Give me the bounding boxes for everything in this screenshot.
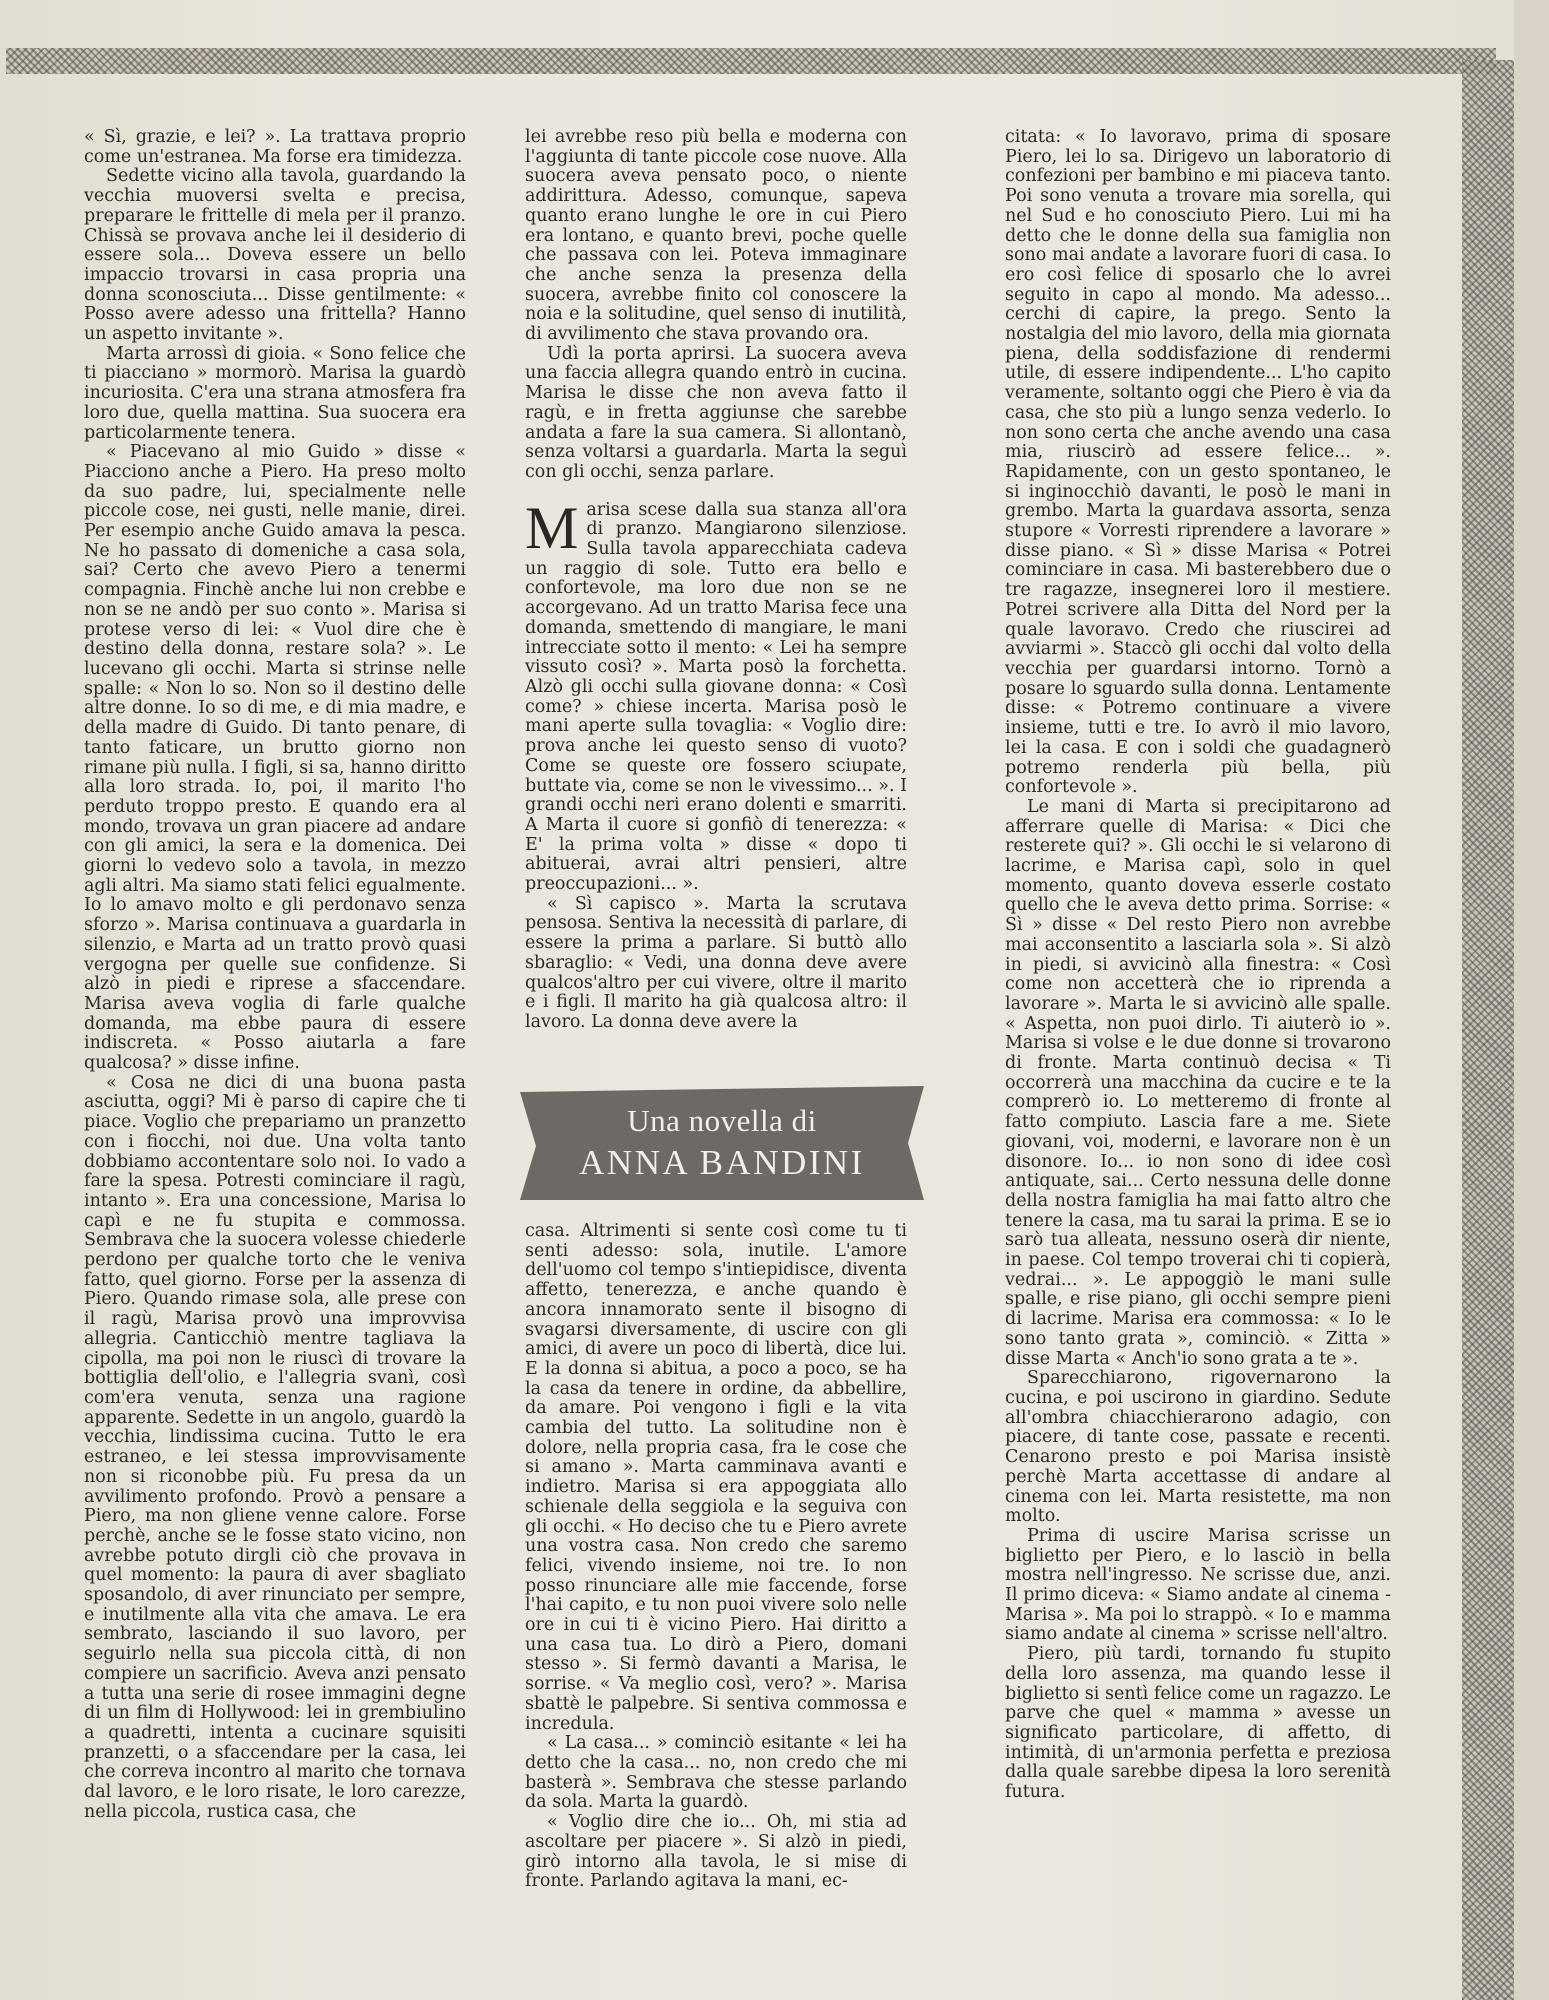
page-right-edge [1514,0,1549,2000]
paragraph: « Sì capisco ». Marta la scrutava pensosa. Sentiva la necessità di parlare, di essere la prima a parlare. Si buttò allo sbaraglio: « Vedi, una donna deve avere qualcos'altro per cui vivere, oltre il marito e i figli. Il marito ha già qualcosa altro: il lavoro. La donna deve avere la [525,893,907,1032]
paragraph: casa. Altrimenti si sente così come tu ti senti adesso: sola, inutile. L'amore dell'uomo col tempo s'intiepidisce, diventa affetto, tenerezza, e anche quando è ancora innamorato sente il bisogno di svagarsi diversamente, di uscire con gli amici, di avere un poco di libertà, dice lui. E la donna si abitua, a poco a poco, se ha la casa da tenere in ordine, da abbellire, da amare. Poi vengono i figli e la vita cambia del tutto. La solitudine non è dolore, nella propria casa, fra le cose che si amano ». Marta camminava avanti e indietro. Marisa si era appoggiata allo schienale della seggiola e la seguiva con gli occhi. « Ho deciso che tu e Piero avrete una vostra casa. Non credo che saremo felici, vivendo insieme, noi tre. Io non posso rinunciare alle mie faccende, forse l'hai capito, e tu non puoi vivere solo nelle ore in cui ti è vicino Piero. Hai diritto a una casa tua. Lo dirò a Piero, domani stesso ». Si fermò davanti a Marisa, le sorrise. « Va meglio così, vero? ». Marisa sbattè le palpebre. Si sentiva commossa e incredula. [525,1221,907,1734]
paragraph: Prima di uscire Marisa scrisse un biglietto per Piero, e lo lasciò in bella mostra nell'ingresso. Ne scrisse due, anzi. Il primo diceva: « Siamo andate al cinema - Marisa ». Ma poi lo strappò. « Io e mamma siamo andate al cinema » scrisse nell'altro. [1005,1525,1391,1645]
paragraph: Marta arrossì di gioia. « Sono felice che ti piacciano » mormorò. Marisa la guardò incuriosita. C'era una strana atmosfera fra loro due, quella mattina. Sua suocera era particolarmente tenera. [84,343,466,443]
paragraph: « Cosa ne dici di una buona pasta asciutta, oggi? Mi è parso di capire che ti piace. Voglio che prepariamo un pranzetto con i fiocchi, noi due. Una volta tanto dobbiamo accontentare solo noi. Io vado a fare la spesa. Potresti cominciare il ragù, intanto ». Era una concessione, Marisa lo capì e ne fu stupita e commossa. Sembrava che la suocera volesse chiederle perdono per qualche torto che le veniva fatto, quel giorno. Forse per la assenza di Piero. Quando rimase sola, alle prese con il ragù, Marisa provò una improvvisa allegria. Canticchiò mentre tagliava la cipolla, ma poi non le riuscì di trovare la bottiglia dell'olio, e l'allegria svanì, così com'era venuta, senza una ragione apparente. Sedette in un angolo, guardò la vecchia, lindissima cucina. Tutto le era estraneo, e lei stessa improvvisamente non si riconobbe più. Fu presa da un avvilimento profondo. Provò a pensare a Piero, ma non gliene venne calore. Forse perchè, anche se le fosse stato vicino, non avrebbe potuto dirgli ciò che provava in quel momento: la paura di aver sbagliato sposandolo, di aver rinunciato per sempre, e inutilmente alla vita che amava. Le era sembrato, lasciando il suo lavoro, per seguirlo nella sua piccola città, di non compiere un sacrificio. Aveva anzi pensato a tutta una serie di rosee immagini degne di un film di Hollywood: lei in grembiulino a quadretti, intenta a cucinare squisiti pranzetti, o a sfaccendare per la casa, lei che correva incontro al marito che tornava dal lavoro, e le loro risate, le loro carezze, nella piccola, rustica casa, che [84,1072,466,1822]
author-name: ANNA BANDINI [579,1143,865,1182]
text-column-3 [1005,128,1391,1803]
banner-subtitle: Una novella di [627,1103,817,1138]
paragraph: Sedette vicino alla tavola, guardando la vecchia muoversi svelta e precisa, preparare le frittelle di mela per il pranzo. Chissà se provava anche lei il desiderio di essere sola... Doveva essere un bello impaccio trovarsi in casa propria una donna sconosciuta... Disse gentilmente: « Posso avere adesso una frittella? Hanno un aspetto invitante ». [84,166,466,345]
paragraph: lei avrebbe reso più bella e moderna con l'aggiunta di tante piccole cose nuove. Alla suocera aveva pensato poco, o niente addirittura. Adesso, comunque, sapeva quanto erano lunghe le ore in cui Piero era lontano, e quanto brevi, poche quelle che passava con lei. Poteva immaginare che anche senza la presenza della suocera, avrebbe finito col conoscere la noia e la solitudine, quel senso di inutilità, di avvilimento che stava provando ora. [525,127,907,345]
paragraph: Udì la porta aprirsi. La suocera aveva una faccia allegra quando entrò in cucina. Marisa le disse che non aveva fatto il ragù, e in fretta aggiunse che sarebbe andata a fare la sua camera. Si allontanò, senza voltarsi a guardarla. Marta la seguì con gli occhi, senza parlare. [525,343,907,482]
paragraph: Piero, più tardi, tornando fu stupito della loro assenza, ma quando lesse il biglietto si sentì felice come un ragazzo. Le parve che quel « mamma » avesse un significato particolare, di affetto, di intimità, di un'armonia perfetta e preziosa dalla quale sarebbe dipesa la loro serenità futura. [1005,1644,1391,1803]
decorative-right-border [1462,60,1514,2000]
paragraph: « Voglio dire che io... Oh, mi stia ad ascoltare per piacere ». Si alzò in piedi, girò intorno alla tavola, le si mise di fronte. Parlando agitava la mani, ec- [525,1812,907,1892]
drop-cap-letter: M [525,494,579,561]
paragraph: Sparecchiarono, rigovernarono la cucina, e poi uscirono in giardino. Sedute all'ombra chiacchierarono adagio, con piacere, di tante cose, passate e recenti. Cenarono presto e poi Marisa insistè perchè Marta accettasse di andare al cinema con lei. Marta resistette, ma non molto. [1005,1368,1391,1527]
text-column-2 [525,128,907,1033]
dropcap-paragraph-text: arisa scese dalla sua stanza all'ora di pranzo. Mangiarono silenziose. Sulla tavola apparecchiata cadeva un raggio di sole. Tutto era bello e confortevole, ma loro due non se ne accorgevano. Ad un tratto Marisa fece una domanda, smettendo di mangiare, le mani intrecciate sotto il mento: « Lei ha sempre vissuto così? ». Marta posò la forchetta. Alzò gli occhi sulla giovane donna: « Così come? » chiese incerta. Marisa posò le mani aperte sulla tovaglia: « Voglio dire: prova anche lei questo senso di vuoto? Come se queste ore fossero sciupate, buttate via, come se non le vivessimo... ». I grandi occhi neri erano dolenti e smarriti. A Marta il cuore si gonfiò di tenerezza: « E' la prima volta » disse « dopo ti abituerai, avrai altri pensieri, altre preoccupazioni... ». [525,499,907,895]
paragraph: « Sì, grazie, e lei? ». La trattava proprio come un'estranea. Ma forse era timidezza. [84,127,466,167]
paragraph: Le mani di Marta si precipitarono ad afferrare quelle di Marisa: « Dici che resterete qui? ». Gli occhi le si velarono di lacrime, e Marisa capì, solo in quel momento, quanto doveva esserle costato quello che le aveva detto prima. Sorrise: « Sì » disse « Del resto Piero non avrebbe mai acconsentito a lasciarla sola ». Si alzò in piedi, si avvicinò alla finestra: « Così come non accetterà che io riprenda a lavorare ». Marta le si avvicinò alle spalle. « Aspetta, non puoi dirlo. Ti aiuterò io ». Marisa si volse e le due donne si trovarono di fronte. Marta continuò decisa « Ti occorrerà una macchina da cucire e te la comprerò io. Lo metteremo di fronte al fatto compiuto. Lascia fare a me. Siete giovani, voi, moderni, e lavorare non è un disonore. Io... io non sono di idee così antiquate, sai... Certo nessuna delle donne della nostra famiglia ha mai fatto altro che tenere la casa, ma tu sarai la prima. E se io sarò tua alleata, nessuno oserà dir niente, in paese. Col tempo troverai chi ti copierà, vedrai... ». Le appoggiò le mani sulle spalle, e rise piano, gli occhi sempre pieni di lacrime. Marisa era commossa: « Io le sono tanto grata », cominciò. « Zitta » disse Marta « Anch'io sono grata a te ». [1005,796,1391,1369]
banner-text [520,1082,924,1204]
title-banner [520,1082,924,1204]
decorative-top-border [6,48,1496,74]
text-column-2-continued [525,1222,907,1892]
paragraph: « La casa... » cominciò esitante « lei ha detto che la casa... no, non credo che mi basterà ». Sembrava che stesse parlando da sola. Marta la guardò. [525,1733,907,1813]
dropcap-paragraph [525,494,907,895]
text-column-1 [84,128,466,1822]
paragraph: citata: « Io lavoravo, prima di sposare Piero, lei lo sa. Dirigevo un laboratorio di confezioni per bambino e mi piaceva tanto. Poi sono venuta a trovare mia sorella, qui nel Sud e ho conosciuto Piero. Lui mi ha detto che le donne della sua famiglia non sono mai andate a lavorare fuori di casa. Io ero così felice di sposarlo che lo avrei seguito in capo al mondo. Ma adesso... cerchi di capire, la prego. Sento la nostalgia del mio lavoro, della mia giornata piena, della soddisfazione di rendermi utile, di essere indipendente... L'ho capito veramente, soltanto oggi che Piero è via da casa, che sto più a lungo senza vederlo. Io non sono certa che anche avendo una casa mia, riuscirò ad essere felice... ». Rapidamente, con un gesto spontaneo, le si inginocchiò davanti, le posò le mani in grembo. Marta la guardava assorta, senza stupore « Vorresti riprendere a lavorare » disse piano. « Sì » disse Marisa « Potrei cominciare in casa. Mi basterebbero due o tre ragazze, insegnerei loro il mestiere. Potrei scrivere alla Ditta del Nord per la quale lavoravo. Credo che riuscirei ad avviarmi ». Staccò gli occhi dal volto della vecchia per guardarsi intorno. Tornò a posare lo sguardo sulla donna. Lentamente disse: « Potremo continuare a vivere insieme, tutti e tre. Io avrò il mio lavoro, lei la casa. E con i soldi che guadagnerò potremo renderla più bella, più confortevole ». [1005,127,1391,798]
paragraph: « Piacevano al mio Guido » disse « Piacciono anche a Piero. Ha preso molto da suo padre, lui, specialmente nelle piccole cose, nei gusti, nelle manie, direi. Per esempio anche Guido amava la pesca. Ne ho passato di domeniche a casa sola, sai? Certo che avevo Piero a tenermi compagnia. Finchè anche lui non crebbe e non se ne andò per suo conto ». Marisa si protese verso di lei: « Vuol dire che è destino della donna, restare sola? ». Le lucevano gli occhi. Marta si strinse nelle spalle: « Non lo so. Non so il destino delle altre donne. Io so di me, e di mia madre, e della madre di Guido. Di tanto penare, di tanto faticare, un brutto giorno non rimane più nulla. I figli, si sa, hanno diritto alla loro strada. Io, poi, il marito l'ho perduto troppo presto. E quando era al mondo, trovava un gran piacere ad andare con gli amici, la sera e la domenica. Dei giorni lo vedevo solo a tavola, in mezzo agli altri. Ma siamo stati felici egualmente. Io lo amavo molto e gli perdonavo senza sforzo ». Marisa continuava a guardarla in silenzio, e Marta ad un tratto provò quasi vergogna per quelle sue confidenze. Si alzò in piedi e riprese a sfaccendare. Marisa aveva voglia di farle qualche domanda, ma ebbe paura di essere indiscreta. « Posso aiutarla a fare qualcosa? » disse infine. [84,442,466,1074]
